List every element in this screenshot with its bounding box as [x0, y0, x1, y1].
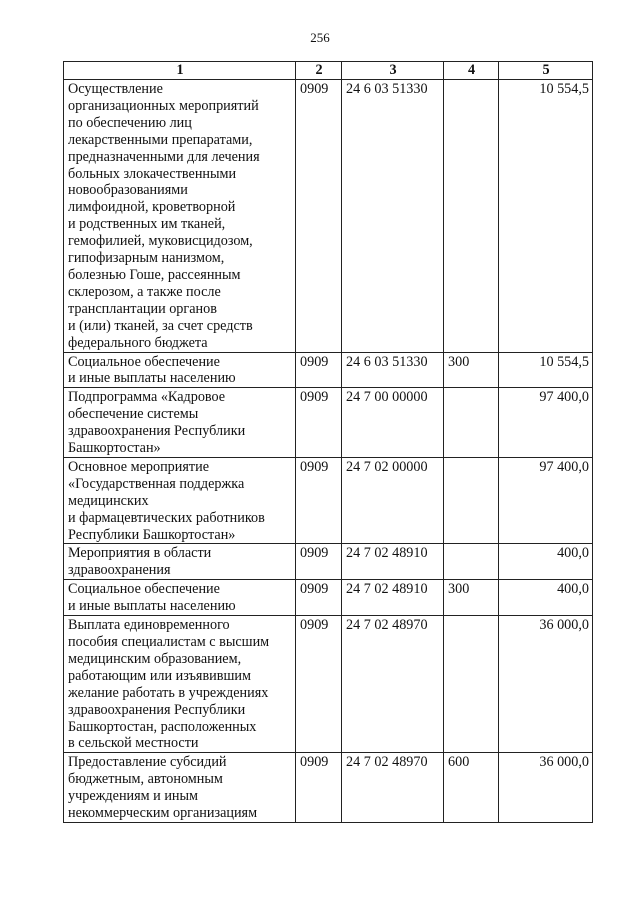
table-row	[64, 457, 593, 544]
row-section: 0909	[296, 352, 342, 388]
row-name: Основное мероприятие «Государственная поддержка медицинских и фармацевтических работников Республики Башкортостан»	[64, 457, 296, 544]
row-amount: 97 400,0	[499, 388, 593, 458]
row-section: 0909	[296, 544, 342, 580]
row-name: Выплата единовременного пособия специалистам с высшим медицинским образованием, работающим или изъявившим желание работать в учреждениях здравоохранения Республики Башкортостан, расположенных в сельской местности	[64, 616, 296, 753]
row-kind	[444, 457, 499, 544]
header-col-3: 3	[342, 62, 444, 80]
row-code: 24 7 02 48970	[342, 753, 444, 823]
row-code: 24 7 02 48970	[342, 616, 444, 753]
row-kind: 600	[444, 753, 499, 823]
row-section: 0909	[296, 388, 342, 458]
table-row	[64, 388, 593, 458]
row-kind: 300	[444, 352, 499, 388]
row-section: 0909	[296, 457, 342, 544]
row-code: 24 7 00 00000	[342, 388, 444, 458]
row-code: 24 7 02 48910	[342, 544, 444, 580]
row-section: 0909	[296, 580, 342, 616]
header-col-1: 1	[64, 62, 296, 80]
row-name: Мероприятия в области здравоохранения	[64, 544, 296, 580]
row-kind	[444, 544, 499, 580]
row-amount: 97 400,0	[499, 457, 593, 544]
row-name: Социальное обеспечение и иные выплаты населению	[64, 580, 296, 616]
header-col-5: 5	[499, 62, 593, 80]
table-row	[64, 352, 593, 388]
row-section: 0909	[296, 753, 342, 823]
header-col-2: 2	[296, 62, 342, 80]
row-section: 0909	[296, 80, 342, 353]
row-kind	[444, 80, 499, 353]
table-row	[64, 753, 593, 823]
table-row	[64, 580, 593, 616]
row-amount: 10 554,5	[499, 352, 593, 388]
row-name: Осуществление организационных мероприятий по обеспечению лиц лекарственными препаратами, предназначенными для лечения больных злокачественными новообразованиями лимфоидной, кроветворной и родственных им тканей, гемофилией, муковисцидозом, гипофизарным нанизмом, болезнью Гоше, рассеянным склерозом, а также после трансплантации органов и (или) тканей, за счет средств федерального бюджета	[64, 80, 296, 353]
header-col-4: 4	[444, 62, 499, 80]
row-kind	[444, 616, 499, 753]
row-code: 24 7 02 48910	[342, 580, 444, 616]
row-amount: 400,0	[499, 544, 593, 580]
row-kind: 300	[444, 580, 499, 616]
row-amount: 36 000,0	[499, 753, 593, 823]
budget-table	[63, 61, 593, 823]
row-amount: 400,0	[499, 580, 593, 616]
row-code: 24 6 03 51330	[342, 80, 444, 353]
header-row	[64, 62, 593, 80]
table-row	[64, 544, 593, 580]
row-name: Предоставление субсидий бюджетным, автономным учреждениям и иным некоммерческим организациям	[64, 753, 296, 823]
row-code: 24 7 02 00000	[342, 457, 444, 544]
row-amount: 10 554,5	[499, 80, 593, 353]
page-number: 256	[310, 30, 330, 45]
row-kind	[444, 388, 499, 458]
row-code: 24 6 03 51330	[342, 352, 444, 388]
row-name: Подпрограмма «Кадровое обеспечение системы здравоохранения Республики Башкортостан»	[64, 388, 296, 458]
table-row	[64, 80, 593, 353]
row-section: 0909	[296, 616, 342, 753]
row-name: Социальное обеспечение и иные выплаты населению	[64, 352, 296, 388]
row-amount: 36 000,0	[499, 616, 593, 753]
table-row	[64, 616, 593, 753]
